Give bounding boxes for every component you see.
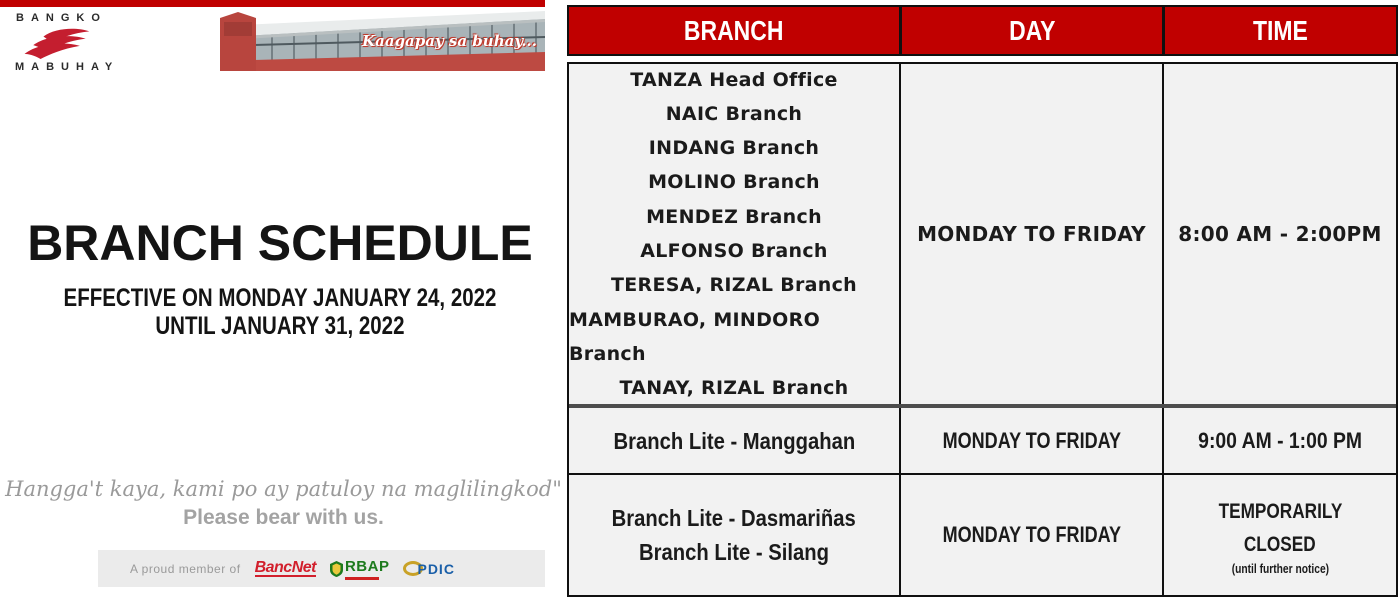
bancnet-logo: BancNet — [254, 558, 316, 576]
closed-line-2: CLOSED — [1244, 532, 1316, 556]
membership-label: A proud member of — [130, 561, 241, 576]
bear-with-us-note: Please bear with us. — [183, 506, 384, 529]
logo-text-bangko: BANGKO — [16, 12, 107, 24]
branch-item: MENDEZ Branch — [646, 205, 822, 228]
photo-tagline: Kaagapay sa buhay... — [362, 32, 537, 50]
wave-icon — [21, 27, 95, 59]
pdic-logo — [403, 561, 454, 577]
branch-item: NAIC Branch — [665, 102, 803, 125]
tagalog-quote: Hangga't kaya, kami po ay patuloy na maglilingkod" — [5, 477, 562, 501]
pdic-text: PDIC — [417, 560, 455, 577]
time-value: 9:00 AM - 1:00 PM — [1198, 427, 1362, 453]
rbap-logo — [330, 558, 390, 580]
closed-line-1: TEMPORARILY — [1218, 499, 1342, 523]
day-cell — [899, 64, 1162, 404]
effective-dates — [0, 284, 560, 340]
day-value: MONDAY TO FRIDAY — [942, 522, 1121, 547]
branch-item: ALFONSO Branch — [640, 240, 828, 262]
left-panel — [0, 0, 567, 600]
membership-strip — [98, 550, 545, 587]
day-value: MONDAY TO FRIDAY — [917, 222, 1146, 246]
building-photo — [212, 10, 545, 71]
logo-text-mabuhay: MABUHAY — [15, 61, 120, 73]
effective-line-2: UNTIL JANUARY 31, 2022 — [155, 312, 405, 340]
table-row — [569, 475, 1396, 595]
rbap-shield-icon — [330, 561, 343, 577]
branch-item: TANZA Head Office — [630, 68, 838, 91]
branch-list-cell — [569, 475, 899, 595]
branch-item: TERESA, RIZAL Branch — [610, 274, 857, 297]
table-header-row — [567, 5, 1398, 56]
branch-item: Branch Lite - Silang — [638, 539, 830, 565]
time-cell — [1162, 64, 1396, 404]
branch-item: Branch Lite - Manggahan — [613, 427, 855, 454]
branch-item: INDANG Branch — [648, 137, 820, 160]
header-branch: BRANCH — [684, 14, 784, 46]
branch-list-cell — [569, 64, 899, 404]
header-day: DAY — [899, 7, 1162, 54]
bank-logo — [8, 12, 120, 73]
brand-red-bar — [0, 0, 545, 7]
schedule-table — [567, 0, 1398, 600]
header-time: TIME — [1162, 7, 1396, 54]
branch-item: TANAY, RIZAL Branch — [619, 377, 849, 400]
day-value: MONDAY TO FRIDAY — [942, 427, 1121, 453]
branch-item: MAMBURAO, MINDORO Branch — [569, 308, 821, 365]
table-row — [569, 408, 1396, 475]
branch-item: Branch Lite - Dasmariñas — [611, 505, 857, 531]
branch-list-cell — [569, 408, 899, 473]
closed-note: (until further notice) — [1231, 561, 1329, 576]
day-cell — [899, 408, 1162, 473]
rbap-subtext-bar — [345, 577, 379, 580]
page-title: BRANCH SCHEDULE — [27, 215, 533, 271]
time-value: 8:00 AM - 2:00PM — [1178, 222, 1382, 246]
time-cell — [1162, 475, 1396, 595]
day-cell — [899, 475, 1162, 595]
table-row — [569, 64, 1396, 408]
branch-item: MOLINO Branch — [648, 171, 820, 194]
effective-line-1: EFFECTIVE ON MONDAY JANUARY 24, 2022 — [63, 284, 497, 312]
time-cell — [1162, 408, 1396, 473]
table-body — [567, 62, 1398, 597]
rbap-text: RBAP — [345, 558, 390, 580]
